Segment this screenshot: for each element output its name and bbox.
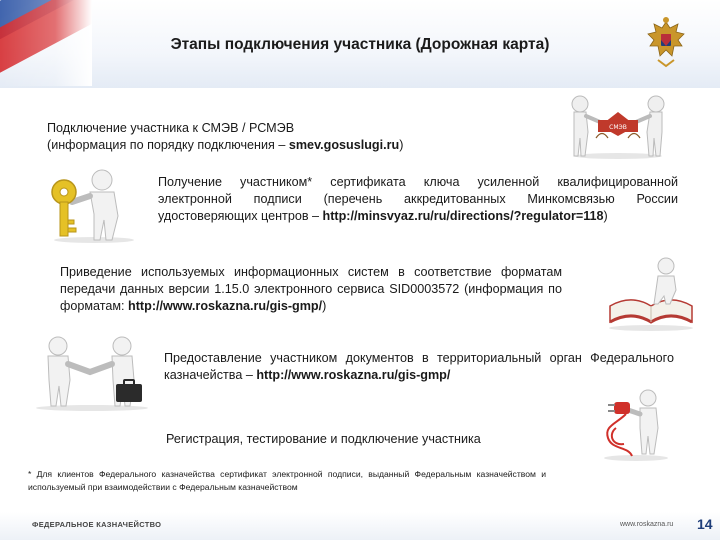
- step-2-text: Получение участником* сертификата ключа усиленной квалифицированной электронной подписи (перечень аккредитованных Минкомсвязью России удостоверяющих центров – http://minsvyaz.ru/ru/directions/?regulator=118): [158, 175, 678, 223]
- step-4-text: Предоставление участником документов в территориальный орган Федерального казначейства – http://www.roskazna.ru/gis-gmp/: [164, 351, 674, 382]
- step-1-text: [47, 120, 507, 154]
- step-5-text: Регистрация, тестирование и подключение участника: [166, 432, 481, 446]
- treasury-emblem-icon: [644, 16, 688, 68]
- handshake-contract-figures-icon: [566, 92, 670, 160]
- step-1-title: Подключение участника к СМЭВ / РСМЭВ: [47, 121, 295, 135]
- step-1-subtitle: (информация по порядку подключения – smev.gosuslugi.ru): [47, 138, 404, 152]
- figure-on-book-icon: [606, 256, 696, 332]
- minsvyaz-link[interactable]: http://minsvyaz.ru/ru/directions/?regulator=118: [322, 209, 604, 223]
- slide-header: [0, 0, 720, 88]
- footer-bar: [0, 512, 720, 540]
- roskazna-gis-gmp-link-1[interactable]: http://www.roskazna.ru/gis-gmp/: [128, 299, 323, 313]
- footer-org-name: ФЕДЕРАЛЬНОЕ КАЗНАЧЕЙСТВО: [32, 520, 162, 529]
- figure-with-key-icon: [14, 168, 138, 244]
- page-number: 14: [697, 516, 713, 532]
- handshake-briefcase-icon: [30, 334, 154, 412]
- stamp-label: СМЭВ: [609, 124, 627, 131]
- footnote: * Для клиентов Федерального казначейства сертификат электронной подписи, выданный Федеральным казначейством и используемый при взаимодействии с Федеральным казначейством: [28, 469, 546, 492]
- figure-plug-cable-icon: [596, 388, 670, 462]
- roskazna-gis-gmp-link-2[interactable]: http://www.roskazna.ru/gis-gmp/: [256, 368, 451, 382]
- page-title: Этапы подключения участника (Дорожная карта): [170, 36, 550, 53]
- smev-link[interactable]: smev.gosuslugi.ru: [288, 138, 400, 152]
- step-3-text: Приведение используемых информационных систем в соответствие форматам передачи данных версии 1.15.0 электронного сервиса SID0003572 (информация по форматам: http://www.roskazna.ru/gis-gmp/): [60, 265, 562, 313]
- footer-site-link[interactable]: www.roskazna.ru: [620, 521, 674, 528]
